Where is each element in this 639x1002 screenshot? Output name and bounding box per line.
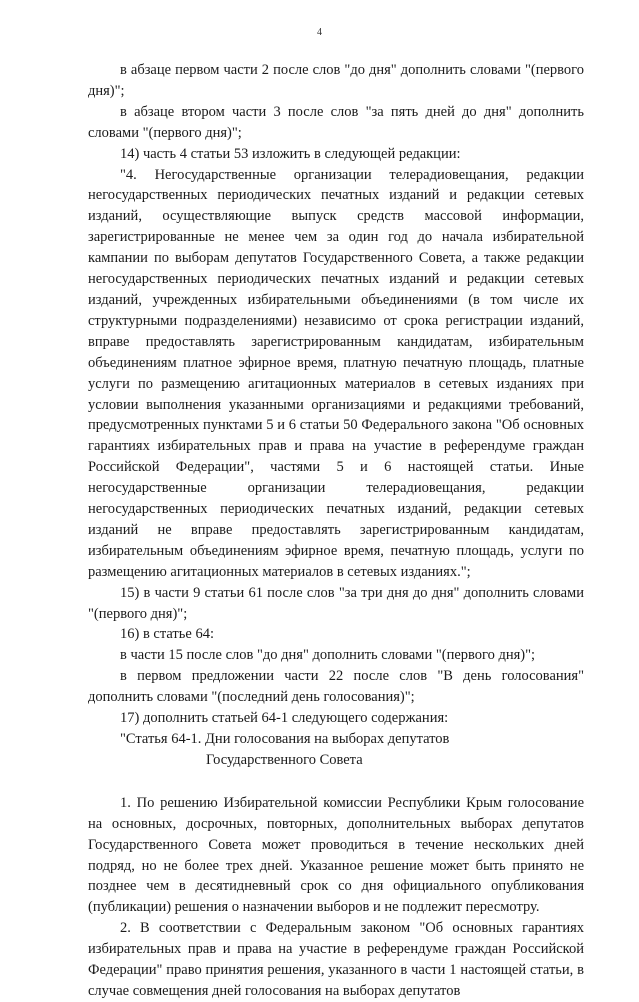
paragraph-article-53-text: "4. Негосударственные организации телерадиовещания, редакции негосударственных периодических печатных изданий и редакции сетевых изданий, осуществляющие выпуск средств массовой информации, зарегистрированные не менее чем за один год до начала избирательной кампании по выборам депутатов Государственного Совета, а также редакции негосударственных периодических печатных изданий и редакции сетевых изданий, учрежденных избирательными объединениями (в том числе их структурными подразделениями) независимо от срока регистрации изданий, вправе предоставлять зарегистрированным кандидатам, избирательным объединениям платное эфирное время, платную печатную площадь, платные услуги по размещению агитационных материалов в сетевых изданиях при условии выполнения указанными организациями и редакциями требований, предусмотренных пунктами 5 и 6 статьи 50 Федерального закона "Об основных гарантиях избирательных прав и права на участие в референдуме граждан Российской Федерации", частями 5 и 6 настоящей статьи. Иные негосударственные организации телерадиовещания, редакции негосударственных периодических печатных изданий, редакции сетевых изданий не вправе предоставлять зарегистрированным кандидатам, избирательным объединениям эфирное время, печатную площадь, услуги по размещению агитационных материалов в сетевых изданиях."; bbox=[88, 166, 584, 580]
paragraph-part15-amendment: в части 15 после слов "до дня" дополнить словами "(первого дня)"; bbox=[120, 647, 536, 664]
paragraph-item-17: 17) дополнить статьей 64-1 следующего содержания: bbox=[120, 710, 449, 727]
document-body bbox=[88, 60, 584, 1002]
section-spacer bbox=[88, 771, 584, 793]
paragraph-part3-amendment: в абзаце втором части 3 после слов "за пять дней до дня" дополнить словами "(первого дня)"; bbox=[88, 103, 584, 141]
paragraph-part22-amendment: в первом предложении части 22 после слов "В день голосования" дополнить словами "(последний день голосования)"; bbox=[88, 668, 584, 706]
paragraph-item-16: 16) в статье 64: bbox=[120, 626, 214, 643]
paragraph-article-64-1-part2: 2. В соответствии с Федеральным законом "Об основных гарантиях избирательных прав и права на участие в референдуме граждан Российской Федерации" право принятия решения, указанного в части 1 настоящей статьи, в случае совмещения дней голосования на выборах депутатов bbox=[88, 920, 584, 999]
article-heading bbox=[88, 729, 584, 771]
paragraph-item-15: 15) в части 9 статьи 61 после слов "за три дня до дня" дополнить словами "(первого дня)"; bbox=[88, 584, 584, 622]
paragraph-part2-amendment: в абзаце первом части 2 после слов "до дня" дополнить словами "(первого дня)"; bbox=[88, 62, 584, 99]
article-heading-line1: "Статья 64-1. Дни голосования на выборах депутатов bbox=[120, 731, 450, 747]
paragraph-article-64-1-part1: 1. По решению Избирательной комиссии Республики Крым голосование на основных, досрочных, повторных, дополнительных выборах депутатов Государственного Совета может проводиться в течение нескольких дней подряд, но не более трех дней. Указанное решение может быть принято не позднее чем в десятидневный срок со дня официального опубликования (публикации) решения о назначении выборов и не подлежит пересмотру. bbox=[88, 794, 584, 916]
article-heading-line2: Государственного Совета bbox=[206, 751, 363, 768]
page-number: 4 bbox=[317, 27, 322, 38]
paragraph-item-14: 14) часть 4 статьи 53 изложить в следующей редакции: bbox=[120, 145, 461, 162]
